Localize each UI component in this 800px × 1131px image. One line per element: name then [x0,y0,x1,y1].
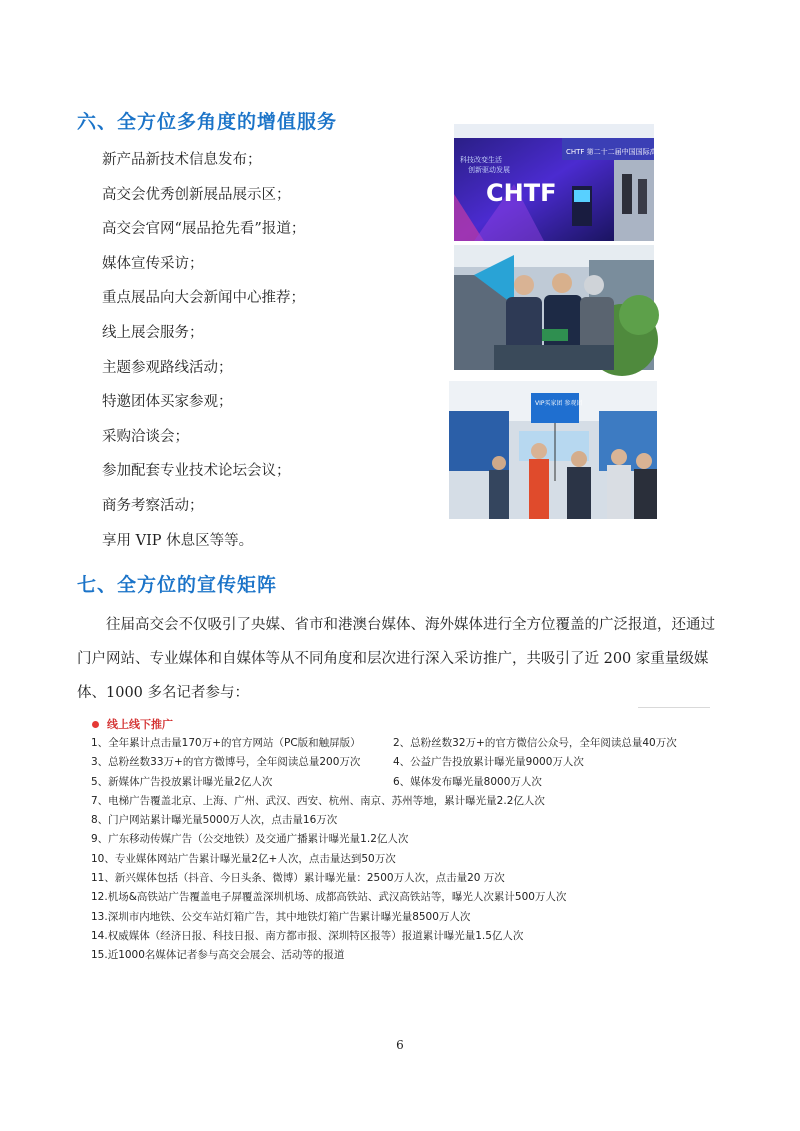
list-item: 13.深圳市内地铁、公交车站灯箱广告，其中地铁灯箱广告累计曝光量8500万人次 [91,910,471,923]
promo-item: 1、全年累计点击量170万+的官方网站（PC版和触屏版） [91,737,361,749]
promotion-heading-label: 线上线下推广 [107,718,173,731]
divider [638,707,710,708]
list-item: 媒体宣传采访； [102,255,204,272]
intro-paragraph: 往届高交会不仅吸引了央媒、省市和港澳台媒体、海外媒体进行全方位覆盖的广泛报道，还通过门户网站、专业媒体和自媒体等从不同角度和层次进行深入采访推广，共吸引了近 200 家重量级媒体、1000 多名记者参与： [77,617,715,701]
promo-item: 2、总粉丝数32万+的官方微信公众号，全年阅读总量40万次 [393,737,677,749]
list-item: 享用 VIP 休息区等等。 [102,532,254,549]
list-item: 11、新兴媒体包括（抖音、今日头条、微博）累计曝光量：2500万人次，点击量20 万次 [91,872,505,885]
red-dot-icon [92,721,99,728]
list-item: 14.权威媒体（经济日报、科技日报、南方都市报、深圳特区报等）报道累计曝光量1.5亿人次 [91,929,524,942]
list-item: 12.机场&高铁站广告覆盖电子屏覆盖深圳机场、成都高铁站、武汉高铁站等，曝光人次累计500万人次 [91,891,567,904]
list-item: 线上展会服务； [102,324,204,341]
stand-banner-text: CHTF 第二十二届中国国际高新技术成果交易会 [566,148,713,156]
promo-item: 4、公益广告投放累计曝光量9000万人次 [393,756,584,769]
promotion-heading [92,714,677,734]
promotion-list [91,714,677,966]
list-item: 采购洽谈会； [102,428,189,445]
list-item: 主题参观路线活动； [102,359,233,376]
promo-item: 6、媒体发布曝光量8000万人次 [393,775,542,788]
list-item [91,753,677,772]
list-item: 重点展品向大会新闻中心推荐； [102,290,305,307]
promo-item: 3、总粉丝数33万+的官方微博号，全年阅读总量200万次 [91,756,361,769]
list-item: 高交会官网“展品抢先看”报道； [102,221,306,238]
promo-item: 5、新媒体广告投放累计曝光量2亿人次 [91,775,273,788]
list-item: 15.近1000名媒体记者参与高交会展会、活动等的报道 [91,949,345,962]
list-item [91,773,677,792]
section7-title: 七、全方位的宣传矩阵 [77,574,278,596]
list-item: 新产品新技术信息发布； [102,152,262,168]
section6-title: 六、全方位多角度的增值服务 [77,111,338,133]
vip-sign-text: VIP买家团 参观团 [535,400,583,407]
stand-slogan-1: 科技改变生活 [460,156,502,164]
vip-visit-photo [449,381,657,519]
stand-slogan-2: 创新驱动发展 [468,166,510,174]
list-item: 9、广东移动传媒广告（公交地铁）及交通广播累计曝光量1.2亿人次 [91,833,409,846]
business-meeting-photo [454,245,654,370]
chtf-logo-text: CHTF [486,179,557,207]
service-list [102,150,305,565]
list-item: 参加配套专业技术论坛会议； [102,463,291,480]
page-number: 6 [396,1038,404,1052]
list-item: 高交会优秀创新展品展示区； [102,186,291,203]
list-item [91,734,677,753]
exhibition-stand-photo [454,124,713,241]
list-item: 商务考察活动； [102,497,204,514]
list-item: 特邀团体买家参观； [102,394,233,411]
list-item: 8、门户网站累计曝光量5000万人次，点击量16万次 [91,814,338,827]
list-item: 10、专业媒体网站广告累计曝光量2亿+人次，点击量达到50万次 [91,852,396,865]
list-item: 7、电梯广告覆盖北京、上海、广州、武汉、西安、杭州、南京、苏州等地，累计曝光量2.2亿人次 [91,794,545,807]
